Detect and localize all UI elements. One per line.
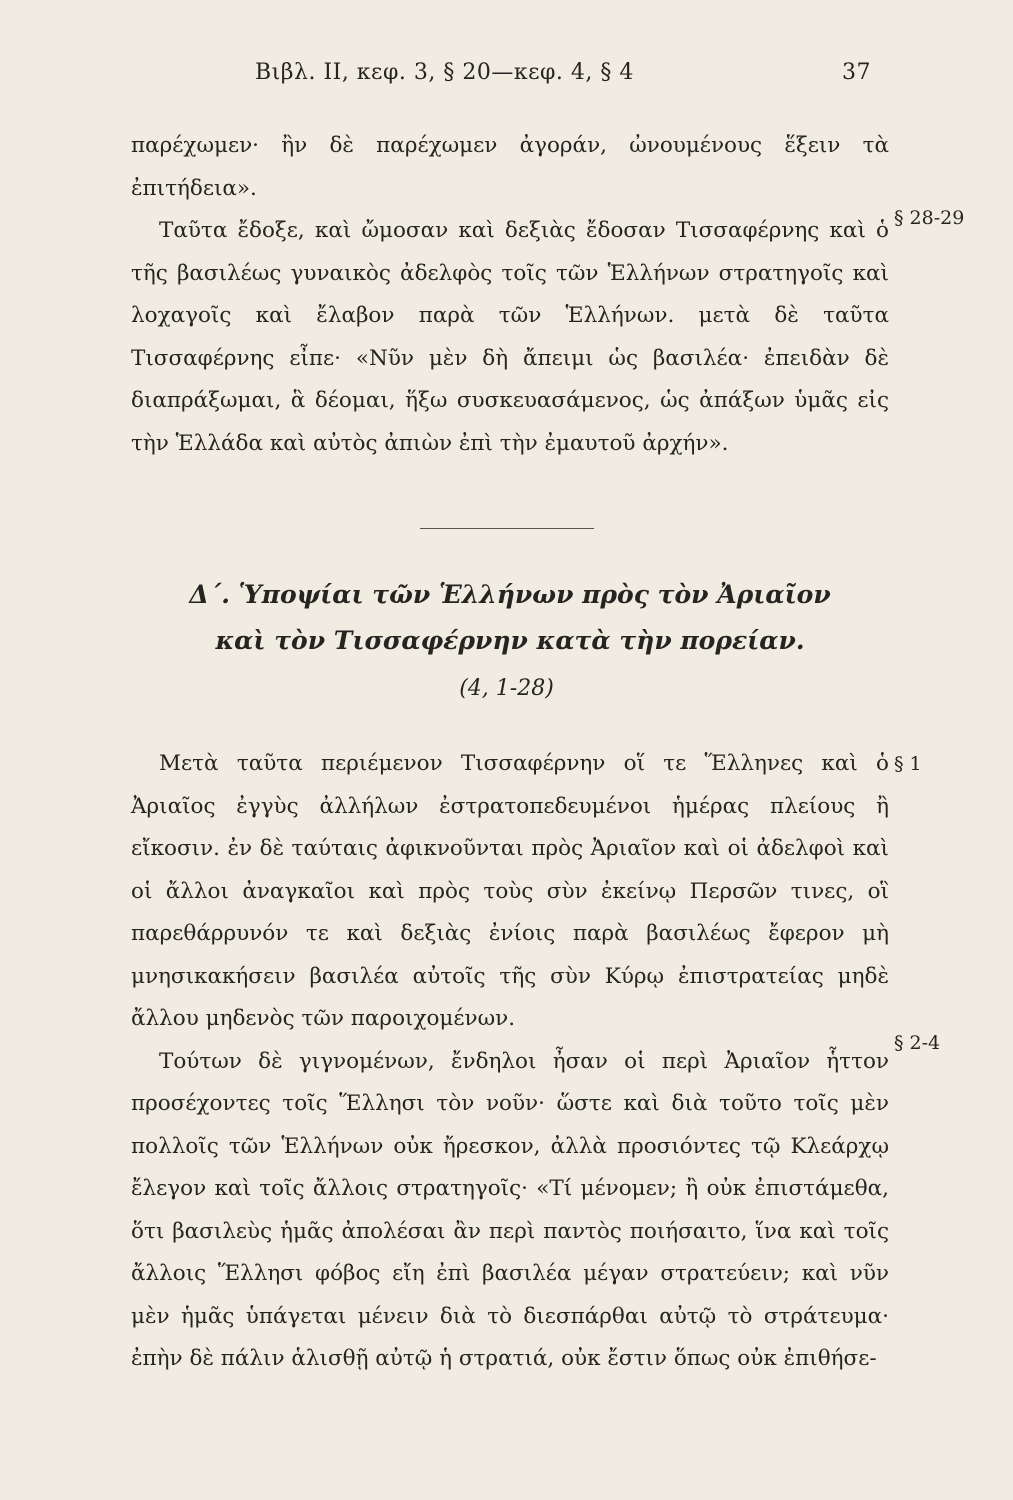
section-heading [130, 572, 890, 664]
section-reference: (4, 1-28) [459, 676, 554, 701]
text-block-2 [131, 743, 889, 1381]
paragraph: Μετὰ ταῦτα περιέμενον Τισσαφέρνην οἵ τε Ἕλληνες καὶ ὁ Ἀριαῖος ἐγγὺς ἀλλήλων ἐστρατοπεδευμένοι ἡμέρας πλείους ἢ εἴκοσιν. ἐν δὲ ταύταις ἀφικνοῦνται πρὸς Ἀριαῖον καὶ οἱ ἀδελφοὶ καὶ οἱ ἄλλοι ἀναγκαῖοι καὶ πρὸς τοὺς σὺν ἐκείνῳ Περσῶν τινες, οἳ παρεθάρρυνόν τε καὶ δεξιὰς ἐνίοις παρὰ βασιλέως ἔφερον μὴ μνησικακήσειν βασιλέα αὐτοῖς τῆς σὺν Κύρῳ ἐπιστρατείας μηδὲ ἄλλου μηδενὸς τῶν παροιχομένων. [131, 751, 889, 1031]
margin-section-note: § 1 [894, 753, 922, 775]
paragraph: παρέχωμεν· ἢν δὲ παρέχωμεν ἀγοράν, ὠνουμένους ἕξειν τὰ ἐπιτήδεια». [131, 133, 889, 201]
paragraph: Ταῦτα ἔδοξε, καὶ ὤμοσαν καὶ δεξιὰς ἔδοσαν Τισσαφέρνης καὶ ὁ τῆς βασιλέως γυναικὸς ἀδελφὸς τοῖς τῶν Ἑλλήνων στρατηγοῖς καὶ λοχαγοῖς καὶ ἔλαβον παρὰ τῶν Ἑλλήνων. μετὰ δὲ ταῦτα Τισσαφέρνης εἶπε· «Νῦν μὲν δὴ ἄπειμι ὡς βασιλέα· ἐπειδὰν δὲ διαπράξωμαι, ἃ δέομαι, ἥξω συσκευασάμενος, ὡς ἀπάξων ὑμᾶς εἰς τὴν Ἑλλάδα καὶ αὐτὸς ἀπιὼν ἐπὶ τὴν ἐμαυτοῦ ἀρχήν». [131, 218, 889, 456]
section-heading-line: καὶ τὸν Τισσαφέρνην κατὰ τὴν πορείαν. [215, 626, 805, 655]
running-head: Βιβλ. ΙΙ, κεφ. 3, § 20—κεφ. 4, § 4 [255, 60, 634, 85]
section-divider [420, 528, 594, 529]
page-number: 37 [842, 60, 871, 85]
paragraph: Τούτων δὲ γιγνομένων, ἔνδηλοι ἦσαν οἱ περὶ Ἀριαῖον ἧττον προσέχοντες τοῖς Ἕλλησι τὸν νοῦν· ὥστε καὶ διὰ τοῦτο τοῖς μὲν πολλοῖς τῶν Ἑλλήνων οὐκ ἤρεσκον, ἀλλὰ προσιόντες τῷ Κλεάρχῳ ἔλεγον καὶ τοῖς ἄλλοις στρατηγοῖς· «Τί μένομεν; ἢ οὐκ ἐπιστάμεθα, ὅτι βασιλεὺς ἡμᾶς ἀπολέσαι ἂν περὶ παντὸς ποιήσαιτο, ἵνα καὶ τοῖς ἄλλοις Ἕλλησι φόβος εἴη ἐπὶ βασιλέα μέγαν στρατεύειν; καὶ νῦν μὲν ἡμᾶς ὑπάγεται μένειν διὰ τὸ διεσπάρθαι αὐτῷ τὸ στράτευμα· ἐπὴν δὲ πάλιν ἁλισθῇ αὐτῷ ἡ στρατιά, οὐκ ἔστιν ὅπως οὐκ ἐπιθήσε- [131, 1048, 889, 1371]
text-block-1 [131, 125, 889, 465]
page-header [0, 60, 1013, 100]
margin-section-note: § 2-4 [894, 1032, 941, 1054]
margin-section-note: § 28-29 [894, 207, 965, 229]
section-heading-line: Δ΄. Ὑποψίαι τῶν Ἑλλήνων πρὸς τὸν Ἀριαῖον [189, 580, 831, 609]
